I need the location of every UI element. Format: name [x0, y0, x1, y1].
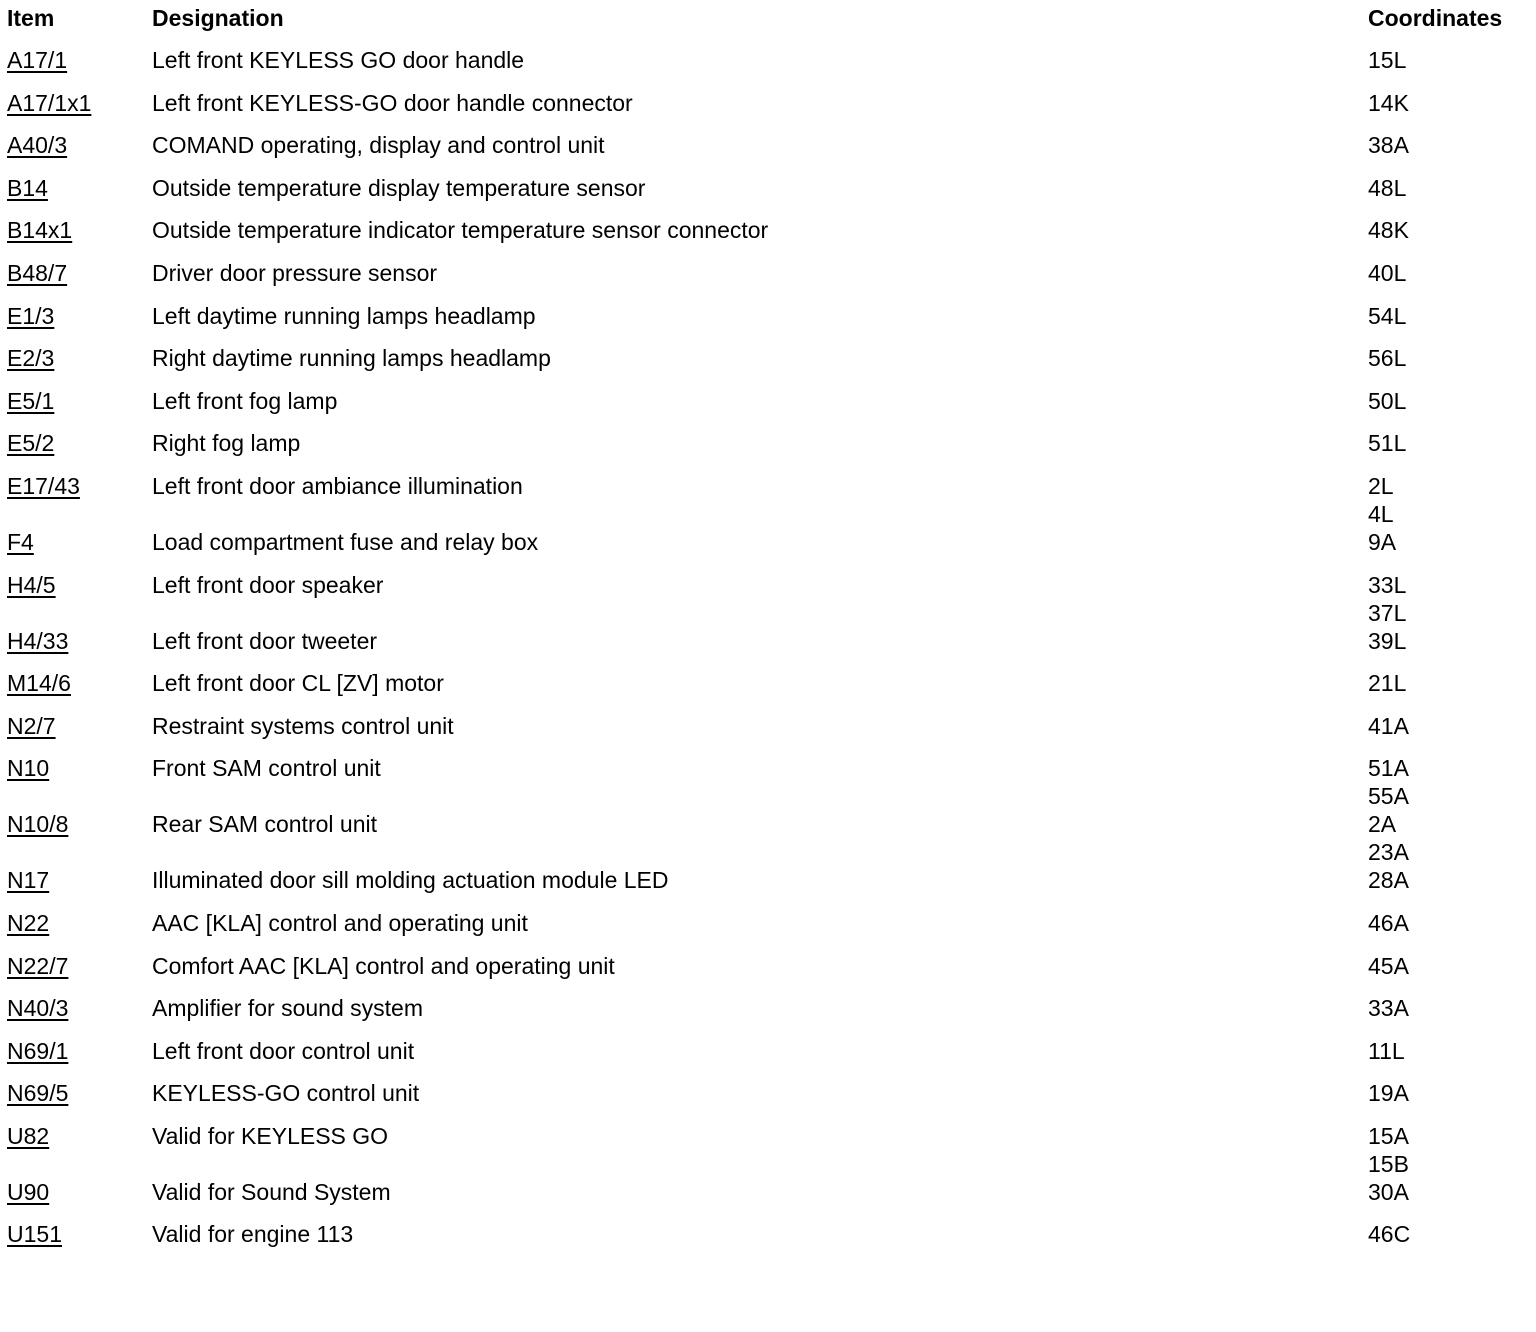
- item-cell: [7, 1178, 152, 1206]
- coordinates-cell: [1368, 131, 1532, 159]
- coordinate-value: 46C: [1368, 1221, 1411, 1248]
- coordinates-cell: [1368, 259, 1532, 287]
- table-row: [7, 866, 1532, 909]
- coordinate-value: 9A: [1368, 528, 1397, 555]
- coordinate-value: 48K: [1368, 217, 1409, 244]
- item-cell: [7, 302, 152, 330]
- table-row: [7, 1079, 1532, 1122]
- item-link[interactable]: N10: [7, 755, 50, 782]
- item-cell: [7, 216, 152, 244]
- designation-cell: Driver door pressure sensor: [152, 259, 438, 286]
- item-link[interactable]: U151: [7, 1221, 62, 1248]
- item-link[interactable]: M14/6: [7, 670, 71, 697]
- table-row: [7, 909, 1532, 952]
- coordinate-value: 51A: [1368, 755, 1409, 782]
- coordinates-cell: [1368, 994, 1532, 1022]
- table-row: [7, 216, 1532, 259]
- coordinate-value: 15L: [1368, 47, 1407, 73]
- coordinates-cell: [1368, 1122, 1532, 1178]
- coordinate-value: 37L: [1368, 599, 1407, 626]
- coordinates-cell: [1368, 1178, 1532, 1206]
- item-link[interactable]: N22: [7, 909, 50, 936]
- item-link[interactable]: U82: [7, 1122, 50, 1149]
- coordinate-value: 15B: [1368, 1150, 1409, 1177]
- designation-cell: Outside temperature indicator temperature sensor connector: [152, 217, 769, 244]
- table-row: [7, 259, 1532, 302]
- coordinate-value: 14K: [1368, 89, 1409, 116]
- coordinate-value: 2A: [1368, 811, 1397, 838]
- item-link[interactable]: B14: [7, 174, 48, 201]
- item-cell: [7, 1037, 152, 1065]
- designation-cell: Right daytime running lamps headlamp: [152, 345, 551, 372]
- coordinate-value: 41A: [1368, 712, 1409, 739]
- table-row: [7, 429, 1532, 472]
- table-row: [7, 1037, 1532, 1080]
- item-cell: [7, 952, 152, 980]
- coordinates-cell: [1368, 627, 1532, 655]
- designation-cell: Left front door speaker: [152, 571, 384, 598]
- designation-cell: Left front door CL [ZV] motor: [152, 670, 444, 697]
- table-row: [7, 952, 1532, 995]
- table-row: [7, 1122, 1532, 1178]
- coordinates-cell: [1368, 344, 1532, 372]
- item-cell: [7, 259, 152, 287]
- coordinates-cell: [1368, 528, 1532, 556]
- coordinate-value: 38A: [1368, 132, 1409, 159]
- item-link[interactable]: N17: [7, 867, 50, 894]
- item-cell: [7, 994, 152, 1022]
- coordinate-value: 50L: [1368, 387, 1407, 414]
- coordinates-cell: [1368, 89, 1532, 117]
- item-link[interactable]: A17/1: [7, 47, 68, 73]
- coordinate-value: 30A: [1368, 1178, 1409, 1205]
- coordinate-value: 19A: [1368, 1080, 1409, 1107]
- coordinates-cell: [1368, 46, 1532, 74]
- designation-cell: Front SAM control unit: [152, 755, 381, 782]
- table-row: [7, 1178, 1532, 1221]
- item-link[interactable]: N69/5: [7, 1080, 69, 1107]
- table-row: [7, 472, 1532, 528]
- item-cell: [7, 429, 152, 457]
- table-row: [7, 89, 1532, 132]
- item-link[interactable]: B14x1: [7, 217, 73, 244]
- item-cell: [7, 89, 152, 117]
- designation-cell: AAC [KLA] control and operating unit: [152, 909, 528, 936]
- coordinates-cell: [1368, 754, 1532, 810]
- coordinate-value: 4L: [1368, 500, 1394, 527]
- coordinate-value: 39L: [1368, 627, 1407, 654]
- table-row: [7, 1220, 1532, 1263]
- item-cell: [7, 627, 152, 655]
- header-item: Item: [7, 5, 55, 31]
- item-cell: [7, 131, 152, 159]
- table-row: [7, 669, 1532, 712]
- coordinate-value: 23A: [1368, 839, 1409, 866]
- table-row: [7, 302, 1532, 345]
- item-cell: [7, 46, 152, 74]
- item-cell: [7, 1220, 152, 1248]
- coordinates-cell: [1368, 1220, 1532, 1248]
- item-cell: [7, 387, 152, 415]
- designation-cell: Comfort AAC [KLA] control and operating unit: [152, 952, 615, 979]
- item-link[interactable]: N69/1: [7, 1037, 69, 1064]
- designation-cell: Left front door ambiance illumination: [152, 472, 523, 499]
- designation-cell: Outside temperature display temperature sensor: [152, 174, 646, 201]
- designation-cell: Left front KEYLESS GO door handle: [152, 47, 525, 73]
- coordinates-cell: [1368, 174, 1532, 202]
- coordinates-cell: [1368, 952, 1532, 980]
- coordinate-value: 15A: [1368, 1122, 1409, 1149]
- coordinate-value: 33L: [1368, 571, 1407, 598]
- coordinate-value: 46A: [1368, 909, 1409, 936]
- designation-cell: Left front KEYLESS-GO door handle connector: [152, 89, 633, 116]
- coordinate-value: 54L: [1368, 302, 1407, 329]
- item-cell: [7, 528, 152, 556]
- item-link[interactable]: U90: [7, 1178, 50, 1205]
- coordinate-value: 33A: [1368, 995, 1409, 1022]
- header-coordinates: Coordinates: [1368, 5, 1503, 31]
- coordinate-value: 55A: [1368, 783, 1409, 810]
- table-row: [7, 571, 1532, 627]
- item-cell: [7, 866, 152, 894]
- table-row: [7, 712, 1532, 755]
- coordinate-value: 40L: [1368, 259, 1407, 286]
- table-row: [7, 810, 1532, 866]
- item-cell: [7, 571, 152, 599]
- coordinates-cell: [1368, 909, 1532, 937]
- coordinates-cell: [1368, 429, 1532, 457]
- coordinates-cell: [1368, 1079, 1532, 1107]
- coordinate-value: 21L: [1368, 670, 1407, 697]
- wiring-legend-table: [7, 4, 1532, 1263]
- table-row: [7, 387, 1532, 430]
- coordinates-cell: [1368, 571, 1532, 627]
- designation-cell: Load compartment fuse and relay box: [152, 528, 539, 555]
- coordinate-value: 56L: [1368, 345, 1407, 372]
- table-row: [7, 131, 1532, 174]
- table-row: [7, 174, 1532, 217]
- item-link[interactable]: E2/3: [7, 345, 55, 372]
- item-link[interactable]: B48/7: [7, 259, 68, 286]
- coordinates-cell: [1368, 712, 1532, 740]
- table-body: [7, 46, 1532, 1263]
- table-row: [7, 46, 1532, 89]
- designation-cell: Valid for Sound System: [152, 1178, 391, 1205]
- item-link[interactable]: N40/3: [7, 995, 69, 1022]
- item-cell: [7, 712, 152, 740]
- designation-cell: Left daytime running lamps headlamp: [152, 302, 536, 329]
- item-cell: [7, 472, 152, 500]
- coordinate-value: 2L: [1368, 472, 1394, 499]
- designation-cell: Valid for KEYLESS GO: [152, 1122, 389, 1149]
- coordinate-value: 51L: [1368, 430, 1407, 457]
- item-link[interactable]: N22/7: [7, 952, 69, 979]
- item-link[interactable]: N10/8: [7, 811, 69, 838]
- coordinates-cell: [1368, 1037, 1532, 1065]
- coordinates-cell: [1368, 669, 1532, 697]
- table-row: [7, 994, 1532, 1037]
- coordinate-value: 28A: [1368, 867, 1409, 894]
- coordinates-cell: [1368, 866, 1532, 894]
- item-link[interactable]: A17/1x1: [7, 89, 92, 116]
- item-cell: [7, 754, 152, 782]
- item-link[interactable]: N2/7: [7, 712, 56, 739]
- table-row: [7, 344, 1532, 387]
- item-link[interactable]: F4: [7, 528, 34, 555]
- designation-cell: KEYLESS-GO control unit: [152, 1080, 420, 1107]
- coordinates-cell: [1368, 302, 1532, 330]
- item-cell: [7, 810, 152, 838]
- item-link[interactable]: H4/33: [7, 627, 69, 654]
- item-link[interactable]: E17/43: [7, 472, 80, 499]
- item-cell: [7, 909, 152, 937]
- item-cell: [7, 1122, 152, 1150]
- designation-cell: COMAND operating, display and control unit: [152, 132, 605, 159]
- designation-cell: Left front fog lamp: [152, 387, 338, 414]
- table-row: [7, 627, 1532, 670]
- table-row: [7, 528, 1532, 571]
- table-header: [7, 4, 1532, 46]
- table-row: [7, 754, 1532, 810]
- item-cell: [7, 669, 152, 697]
- item-link[interactable]: E1/3: [7, 302, 55, 329]
- coordinates-cell: [1368, 472, 1532, 528]
- coordinates-cell: [1368, 387, 1532, 415]
- coordinate-value: 45A: [1368, 952, 1409, 979]
- item-cell: [7, 1079, 152, 1107]
- designation-cell: Amplifier for sound system: [152, 995, 423, 1022]
- item-link[interactable]: E5/1: [7, 387, 55, 414]
- designation-cell: Right fog lamp: [152, 430, 301, 457]
- designation-cell: Restraint systems control unit: [152, 712, 454, 739]
- designation-cell: Valid for engine 113: [152, 1221, 354, 1248]
- coordinates-cell: [1368, 216, 1532, 244]
- item-cell: [7, 174, 152, 202]
- item-link[interactable]: E5/2: [7, 430, 55, 457]
- designation-cell: Illuminated door sill molding actuation module LED: [152, 867, 669, 894]
- designation-cell: Rear SAM control unit: [152, 811, 377, 838]
- header-designation: Designation: [152, 5, 284, 31]
- coordinate-value: 48L: [1368, 174, 1407, 201]
- designation-cell: Left front door tweeter: [152, 627, 378, 654]
- item-link[interactable]: H4/5: [7, 571, 56, 598]
- coordinates-cell: [1368, 810, 1532, 866]
- item-cell: [7, 344, 152, 372]
- item-link[interactable]: A40/3: [7, 132, 68, 159]
- designation-cell: Left front door control unit: [152, 1037, 415, 1064]
- coordinate-value: 11L: [1368, 1037, 1405, 1064]
